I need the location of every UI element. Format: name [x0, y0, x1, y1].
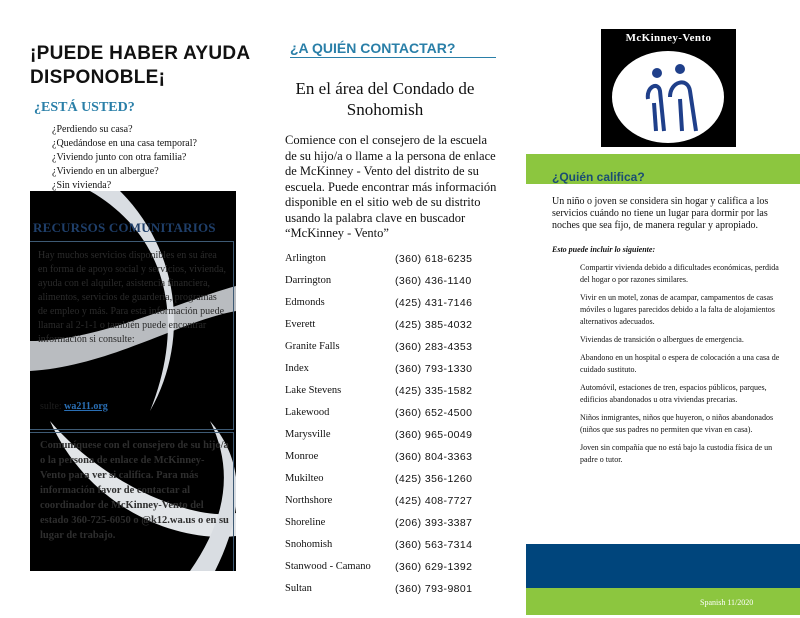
question-text: ¿Quedándose en una casa temporal? [52, 138, 197, 149]
district-name: Darrington [285, 275, 332, 286]
qualifies-item-text: Niños inmigrantes, niños que huyeron, o niños abandonados (niños que sus padres no permiten que vivan en casa). [580, 413, 774, 434]
district-phone: (360) 793-1330 [395, 363, 473, 375]
district-phone: (425) 356-1260 [395, 473, 473, 485]
district-name: Lake Stevens [285, 385, 342, 396]
question-item [34, 151, 254, 165]
district-name: Monroe [285, 451, 319, 462]
district-phone: (360) 793-9801 [395, 583, 473, 595]
may-include-label: Esto puede incluir lo siguiente: [552, 245, 656, 254]
resources-text: Hay muchos servicios disponibles en su área en forma de apoyo social y servicios, vivienda, ayuda con el alquiler, asistencia financiera, alimentos, servicios de guardería, programas de empleo y más. Para esta información puede llamar al 2-1-1 o también puede encontrar información si consulte: [38, 250, 226, 345]
qualifies-item-text: Abandono en un hospital o espera de colocación a una casa de cuidado sustituto. [580, 353, 780, 374]
question-text: ¿Sin vivienda? [52, 180, 112, 191]
qualifies-item-text: Automóvil, estaciones de tren, espacios públicos, parques, edificios abandonados u otra viviendas precarias. [580, 383, 767, 404]
district-row [285, 319, 495, 337]
qualifies-item-text: Viviendas de transición o albergues de emergencia. [580, 335, 744, 344]
qualifies-item [552, 412, 784, 436]
district-row [285, 407, 495, 425]
district-phone: (360) 618-6235 [395, 253, 473, 265]
qualifies-item-text: Compartir vivienda debido a dificultades económicas, perdida del hogar o por razones similares. [580, 263, 779, 284]
family-icon [610, 47, 727, 145]
district-row [285, 539, 495, 557]
district-phone: (360) 652-4500 [395, 407, 473, 419]
district-row [285, 517, 495, 535]
district-phone: (425) 385-4032 [395, 319, 473, 331]
are-you-heading: ¿ESTÁ USTED? [34, 100, 135, 115]
question-list [34, 123, 254, 193]
qualifies-item-text: Joven sin compañía que no está bajo la custodia física de un padre o tutor. [580, 443, 773, 464]
district-phone: (425) 431-7146 [395, 297, 473, 309]
who-qualifies-heading: ¿Quién califica? [552, 170, 645, 184]
mckinney-vento-logo [601, 29, 736, 147]
district-phone: (360) 283-4353 [395, 341, 473, 353]
question-text: ¿Viviendo junto con otra familia? [52, 152, 187, 163]
qualifies-item [552, 292, 784, 328]
district-phone: (425) 335-1582 [395, 385, 473, 397]
logo-text: McKinney-Vento [625, 32, 712, 44]
district-row [285, 297, 495, 315]
district-phone: (360) 965-0049 [395, 429, 473, 441]
question-text: ¿Perdiendo su casa? [52, 124, 133, 135]
footer-version: Spanish 11/2020 [700, 598, 754, 607]
district-name: Marysville [285, 429, 331, 440]
consult-line [40, 401, 108, 412]
district-name: Northshore [285, 495, 333, 506]
district-row [285, 495, 495, 513]
district-phone: (360) 629-1392 [395, 561, 473, 573]
district-row [285, 275, 495, 293]
district-name: Everett [285, 319, 316, 330]
help-heading: ¡PUEDE HABER AYUDA DISPONOBLE¡ [30, 43, 250, 88]
district-row [285, 451, 495, 469]
district-phone: (360) 804-3363 [395, 451, 473, 463]
district-row [285, 561, 495, 579]
county-heading: En el área del Condado de Snohomish [295, 79, 475, 119]
who-to-contact-heading: ¿A QUIÉN CONTACTAR? [290, 40, 496, 58]
qualifies-description: Un niño o joven se considera sin hogar y califica a los servicios cuándo no tiene un lugar para dormir por las noches que sea fijo, de manera regular y apropiado. [552, 196, 769, 231]
district-phone: (206) 393-3387 [395, 517, 473, 529]
wa211-link[interactable]: wa211.org [64, 401, 108, 412]
question-item [34, 165, 254, 179]
district-phone: (425) 408-7727 [395, 495, 473, 507]
district-name: Sultan [285, 583, 312, 594]
district-name: Arlington [285, 253, 326, 264]
district-phone: (360) 563-7314 [395, 539, 473, 551]
footer-band [526, 588, 800, 615]
district-row [285, 253, 495, 271]
qualifies-item-text: Vivir en un motel, zonas de acampar, campamentos de casas móviles o lugares parecidos debido a la falta de alojamientos alternativos adecuados. [580, 293, 775, 326]
district-name: Mukilteo [285, 473, 324, 484]
district-name: Edmonds [285, 297, 325, 308]
district-row [285, 363, 495, 381]
qualifies-item [552, 442, 784, 466]
intro-paragraph: Comience con el consejero de la escuela de su hijo/a o llame a la persona de enlace de McKinney - Vento del distrito de su escuela. Puede encontrar más información disponible en el sitio web de su distrito usando la palabra clave en buscador “McKinney - Vento” [285, 133, 497, 240]
district-row [285, 429, 495, 447]
consult-label: sulte: [40, 401, 62, 412]
question-item [34, 137, 254, 151]
district-name: Lakewood [285, 407, 330, 418]
district-row [285, 473, 495, 491]
qualifies-item [552, 382, 784, 406]
community-resources-panel [30, 191, 236, 571]
question-text: ¿Viviendo en un albergue? [52, 166, 159, 177]
qualifies-item [552, 352, 784, 376]
district-row [285, 385, 495, 403]
district-name: Shoreline [285, 517, 326, 528]
district-name: Stanwood - Camano [285, 561, 371, 572]
qualifies-item [552, 334, 784, 346]
question-item [34, 123, 254, 137]
district-name: Snohomish [285, 539, 333, 550]
district-row [285, 341, 495, 359]
qualifies-item [552, 262, 784, 286]
district-phone: (360) 436-1140 [395, 275, 472, 287]
contact-text: Comuníquese con el consejero de su hijo/a o la persona de enlace de McKinney-Vento para ver si califica. Para más información favor de contactar al coordinador de McKinney-Vento del estado 360-725-6050 o @k12.wa.us o en su lugar de trabajo. [40, 440, 229, 541]
district-name: Index [285, 363, 309, 374]
community-resources-title: RECURSOS COMUNITARIOS [33, 220, 216, 235]
district-row [285, 583, 495, 601]
qualifies-list [552, 262, 784, 472]
district-name: Granite Falls [285, 341, 340, 352]
navy-band [526, 544, 800, 588]
